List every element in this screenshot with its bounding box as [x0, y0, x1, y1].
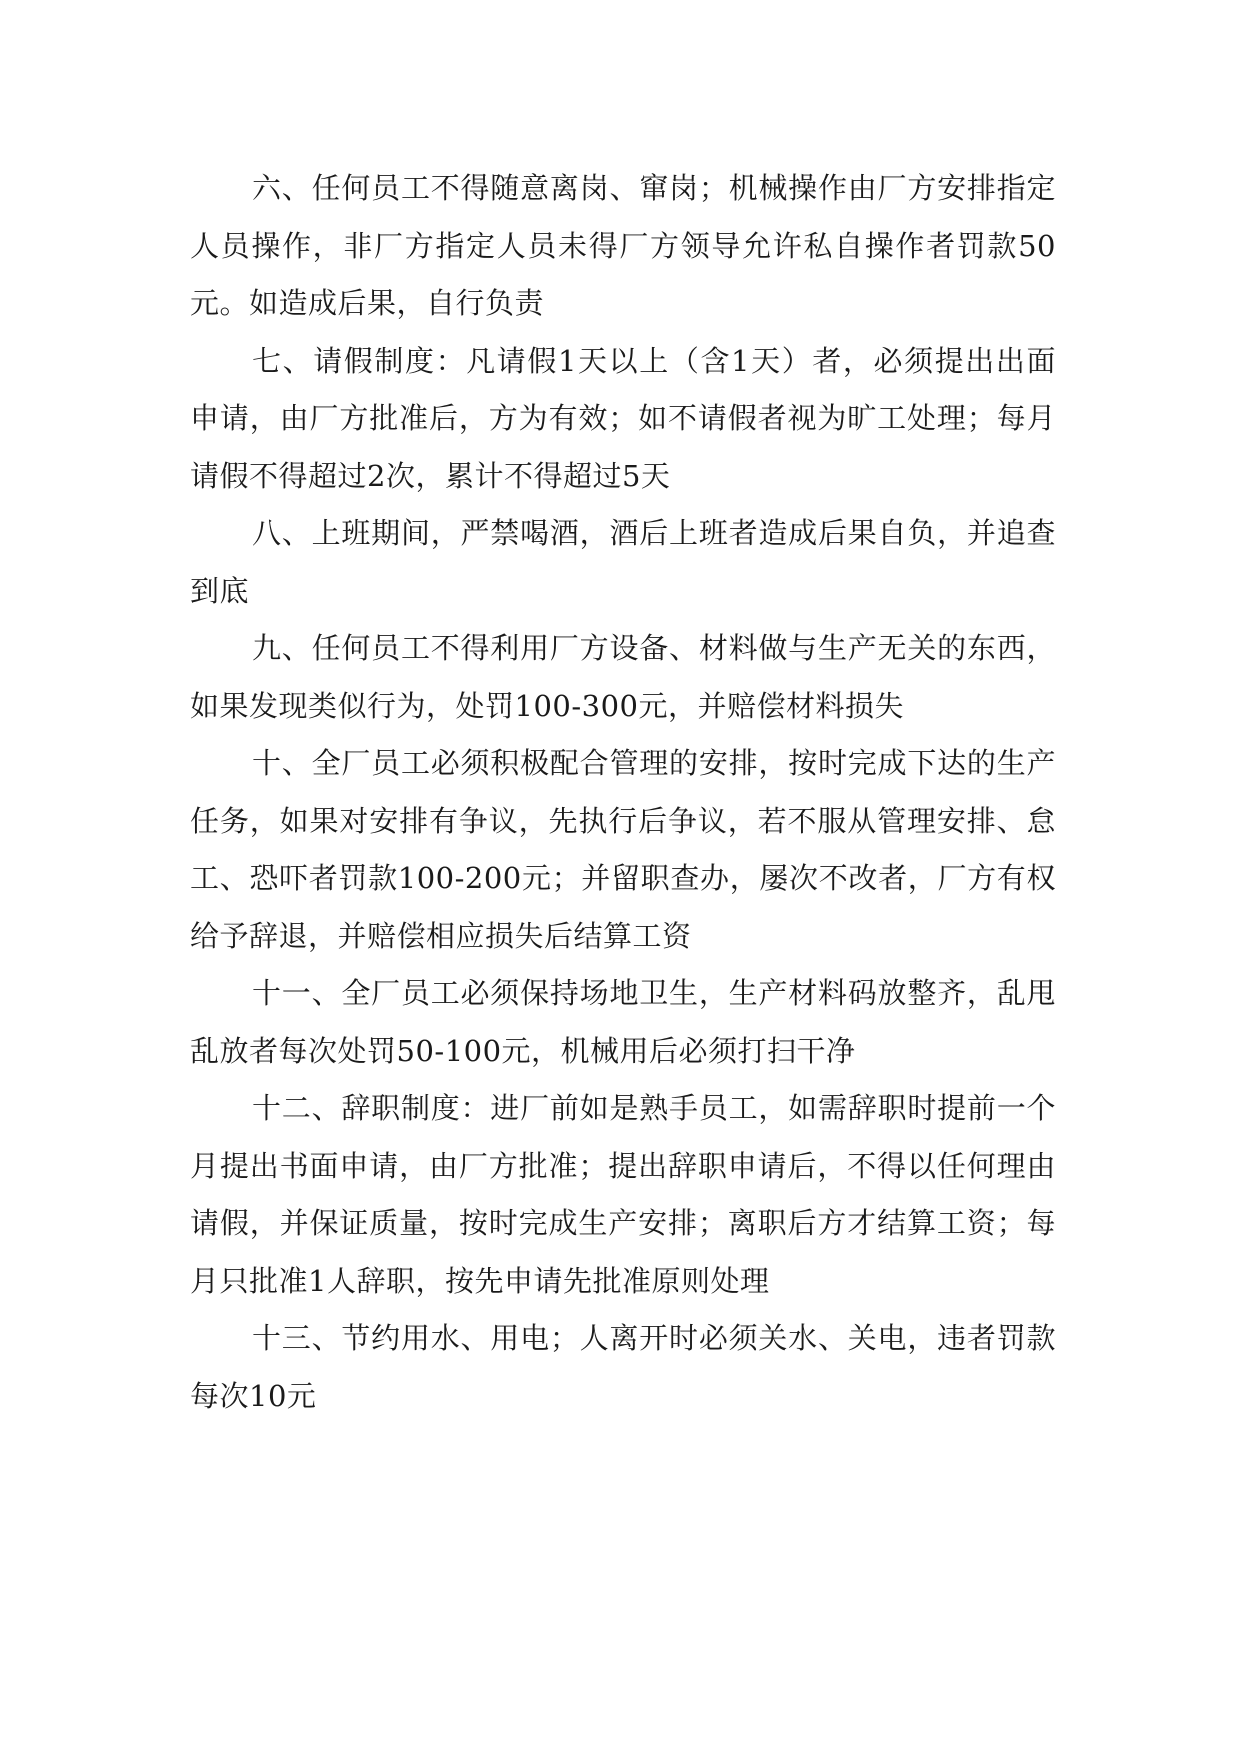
rule-paragraph-9: 九、任何员工不得利用厂方设备、材料做与生产无关的东西，如果发现类似行为，处罚100-300元，并赔偿材料损失	[190, 631, 1056, 723]
rule-paragraph-8: 八、上班期间，严禁喝酒，酒后上班者造成后果自负，并追查到底	[190, 516, 1056, 608]
rule-paragraph-12: 十二、辞职制度：进厂前如是熟手员工，如需辞职时提前一个月提出书面申请，由厂方批准；提出辞职申请后，不得以任何理由请假，并保证质量，按时完成生产安排；离职后方才结算工资；每月只批准1人辞职，按先申请先批准原则处理	[190, 1091, 1056, 1298]
rule-paragraph-13: 十三、节约用水、用电；人离开时必须关水、关电，违者罚款每次10元	[190, 1321, 1056, 1413]
rule-paragraph-10: 十、全厂员工必须积极配合管理的安排，按时完成下达的生产任务，如果对安排有争议，先执行后争议，若不服从管理安排、怠工、恐吓者罚款100-200元；并留职查办，屡次不改者，厂方有权给予辞退，并赔偿相应损失后结算工资	[190, 746, 1056, 953]
rule-paragraph-6: 六、任何员工不得随意离岗、窜岗；机械操作由厂方安排指定人员操作，非厂方指定人员未得厂方领导允许私自操作者罚款50元。如造成后果，自行负责	[190, 171, 1056, 320]
rule-paragraph-7: 七、请假制度：凡请假1天以上（含1天）者，必须提出出面申请，由厂方批准后，方为有效；如不请假者视为旷工处理；每月请假不得超过2次，累计不得超过5天	[190, 343, 1056, 493]
document-body	[190, 160, 1056, 1425]
rule-paragraph-11: 十一、全厂员工必须保持场地卫生，生产材料码放整齐，乱甩乱放者每次处罚50-100元，机械用后必须打扫干净	[190, 976, 1056, 1068]
